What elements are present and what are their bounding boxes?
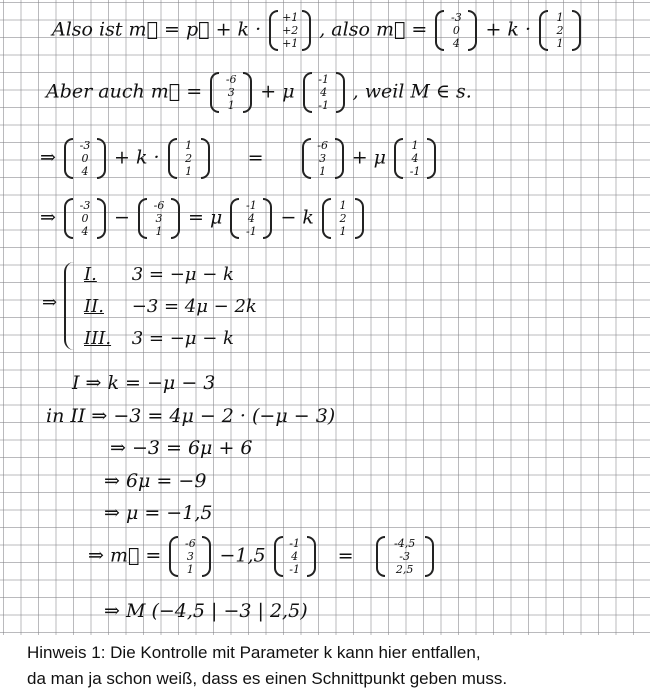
vector-entry: -6 <box>225 73 237 86</box>
vector-entry: 4 <box>452 37 460 50</box>
vector-entry: -3 <box>79 139 91 152</box>
vector-entry: 2 <box>556 24 564 37</box>
text-plus-mu: + μ <box>351 146 386 169</box>
vector <box>210 72 252 113</box>
hint-line: da man ja schon weiß, dass es einen Schnittpunkt geben muss. <box>27 669 508 688</box>
text-also-ist: Also ist <box>52 18 123 41</box>
text-m-equals: m⃗ = <box>150 80 203 103</box>
vector-entry: 1 <box>186 563 194 576</box>
vector <box>303 72 345 113</box>
vector <box>394 138 436 179</box>
vector-entry: 2 <box>185 152 193 165</box>
vector <box>274 536 316 577</box>
vector-entry: -1 <box>289 537 300 550</box>
line-aber-auch <box>46 72 472 113</box>
vector-entry: 4 <box>81 165 89 178</box>
step-isolate: ⇒ 6μ = −9 <box>104 470 207 492</box>
vector-entry: +1 <box>282 37 299 50</box>
vector-entry: 4 <box>247 212 255 225</box>
equation-text: 3 = −μ − k <box>131 264 234 285</box>
vector-entry: 1 <box>411 139 419 152</box>
step-solve-k: I ⇒ k = −μ − 3 <box>72 372 216 394</box>
text-minus-factor: −1,5 <box>219 544 266 567</box>
vector-entry: -6 <box>185 537 196 550</box>
equation-row <box>84 264 234 285</box>
vector-entry: -1 <box>409 165 421 178</box>
vector-entry: 1 <box>339 225 347 238</box>
vector-entry: 1 <box>319 165 327 178</box>
vector <box>168 138 210 179</box>
vector <box>64 198 106 239</box>
line-rearrange <box>40 198 366 239</box>
equation-number: I. <box>84 264 97 285</box>
vector-entry: 0 <box>452 24 460 37</box>
step-simplify: ⇒ −3 = 6μ + 6 <box>110 437 253 459</box>
vector <box>169 536 211 577</box>
minus-sign: − <box>114 206 130 229</box>
vector-entry: -1 <box>318 99 329 112</box>
text-m-equals: m⃗ = <box>375 18 428 41</box>
vector-entry: -6 <box>317 139 328 152</box>
equals-sign: = <box>337 544 354 567</box>
vector-entry: -1 <box>289 563 300 576</box>
vector-entry: 3 <box>227 86 235 99</box>
hint-line: Hinweis 1: Die Kontrolle mit Parameter k kann hier entfallen, <box>27 643 481 662</box>
equals-sign: = <box>247 146 264 169</box>
text-minus-k: − k <box>280 206 314 229</box>
vector-entry: -1 <box>246 199 257 212</box>
line-m-definition <box>52 10 583 51</box>
vector-entry: 1 <box>155 225 163 238</box>
text-also: , also <box>319 18 370 41</box>
vector-entry: +2 <box>282 24 299 37</box>
vector <box>539 10 581 51</box>
equation-number: II. <box>84 296 104 317</box>
text-m-equals-p-plus-k: m⃗ = p⃗ + k · <box>128 18 262 41</box>
vector-entry: 0 <box>81 152 89 165</box>
equation-text: 3 = −μ − k <box>131 328 234 349</box>
vector-entry: 1 <box>227 99 235 112</box>
text-aber-auch: Aber auch <box>46 80 145 103</box>
implies-arrow: ⇒ <box>40 146 56 169</box>
vector-entry: +1 <box>282 11 299 24</box>
vector <box>302 138 344 179</box>
vector <box>376 536 434 577</box>
vector <box>322 198 364 239</box>
equation-row <box>84 328 234 349</box>
vector-entry: 4 <box>320 86 328 99</box>
text-plus-mu: + μ <box>260 80 295 103</box>
vector-entry: -6 <box>153 199 165 212</box>
vector-entry: 2,5 <box>395 563 414 576</box>
text-plus-k: + k · <box>485 18 531 41</box>
hint-note <box>27 640 647 692</box>
vector-entry: 1 <box>185 165 193 178</box>
equation-row <box>84 296 257 317</box>
vector-entry: 1 <box>185 139 193 152</box>
vector <box>138 198 180 239</box>
curly-brace-icon <box>64 262 76 350</box>
vector-entry: -1 <box>318 73 329 86</box>
vector-entry: -4,5 <box>394 537 416 550</box>
equation-number: III. <box>84 328 112 349</box>
step-substitute: in II ⇒ −3 = 4μ − 2 · (−μ − 3) <box>46 405 336 427</box>
vector-entry: 1 <box>556 11 564 24</box>
vector-entry: 3 <box>319 152 327 165</box>
step-point-m: ⇒ M (−4,5 | −3 | 2,5) <box>104 600 308 622</box>
vector-entry: 1 <box>556 37 564 50</box>
vector-entry: 4 <box>411 152 419 165</box>
equation-text: −3 = 4μ − 2k <box>131 296 257 317</box>
vector-entry: 3 <box>186 550 194 563</box>
vector-entry: 0 <box>81 212 89 225</box>
line-equate <box>40 138 438 179</box>
step-mu-result: ⇒ μ = −1,5 <box>104 502 213 524</box>
vector-entry: -1 <box>246 225 257 238</box>
vector-entry: -3 <box>399 550 410 563</box>
vector <box>269 10 311 51</box>
line-compute-m <box>88 536 436 577</box>
implies-arrow: ⇒ <box>40 206 56 229</box>
vector <box>230 198 272 239</box>
vector-entry: 1 <box>339 199 347 212</box>
text-plus-k: + k · <box>114 146 160 169</box>
text-weil-m-in-s: , weil M ∈ s. <box>352 80 472 103</box>
vector-entry: 4 <box>81 225 89 238</box>
vector-entry: 2 <box>339 212 347 225</box>
equation-system <box>42 258 312 358</box>
implies-arrow: ⇒ <box>42 292 58 313</box>
text-equals-mu: = μ <box>188 206 223 229</box>
vector <box>435 10 477 51</box>
vector-entry: -3 <box>79 199 91 212</box>
vector-entry: -3 <box>451 11 462 24</box>
text-implies-m-equals: ⇒ m⃗ = <box>88 544 162 567</box>
vector-entry: 3 <box>155 212 163 225</box>
vector-entry: 4 <box>291 550 299 563</box>
vector <box>64 138 106 179</box>
